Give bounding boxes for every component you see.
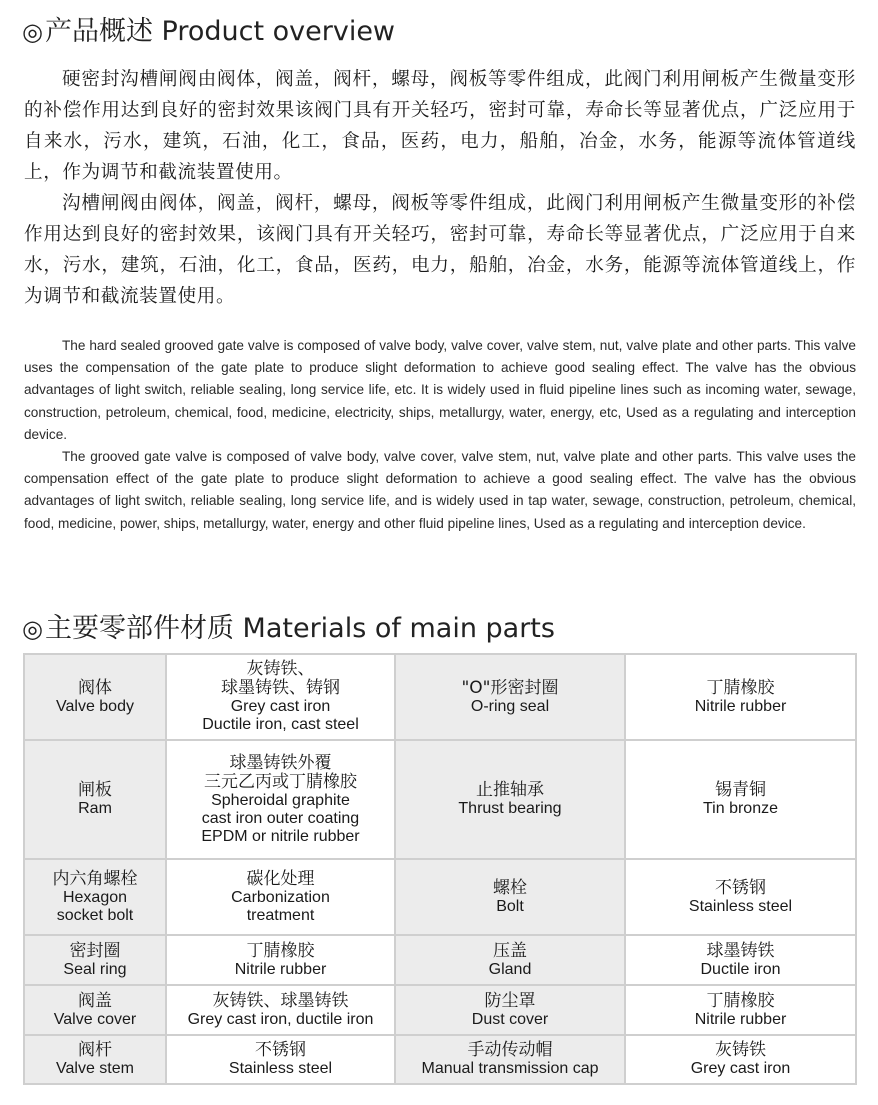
overview-en-paragraph-1: The hard sealed grooved gate valve is composed of valve body, valve cover, valve stem, nut, valve plate and other parts. This valve uses the compensation of the gate plate to produce slight deformation to achieve good sealing effect. The valve has the obvious advantages of light switch, reliable sealing, long service life, etc. It is widely used in fluid pipeline lines such as incoming water, sewage, construction, petroleum, chemical, food, medicine, electricity, ships, metallurgy, water, energy, etc, Used as a regulating and interception device.	[24, 338, 856, 442]
material-en: Nitrile rubber	[694, 1010, 787, 1028]
overview-cn-paragraph-2: 沟槽闸阀由阀体，阀盖，阀杆，螺母，阀板等零件组成，此阀门利用闸板产生微量变形的补偿作用达到良好的密封效果，该阀门具有开关轻巧，密封可靠，寿命长等显著优点，广泛应用于自来水，污水，建筑，石油，化工，食品，医药，电力，船舶，冶金，水务，能源等流体管道线上，作为调节和截流装置使用。	[24, 193, 856, 307]
material-zh: 丁腈橡胶	[706, 677, 775, 698]
part-name-zh: 防尘罩	[484, 990, 536, 1011]
material-zh: 灰铸铁、 球墨铸铁、铸钢	[221, 659, 340, 698]
material-cell	[625, 654, 856, 740]
material-zh: 不锈钢	[715, 877, 766, 898]
material-en: Grey cast iron Ductile iron, cast steel	[202, 698, 359, 733]
part-name-en: O-ring seal	[470, 697, 550, 715]
table-row	[24, 985, 856, 1035]
part-name-en: Valve body	[56, 697, 134, 715]
part-name-zh: 阀杆	[78, 1040, 112, 1060]
material-en: Grey cast iron, ductile iron	[187, 1010, 374, 1028]
part-name-zh: 阀体	[78, 677, 112, 698]
material-en: Spheroidal graphite cast iron outer coating EPDM or nitrile rubber	[201, 791, 360, 845]
material-zh: 锡青铜	[715, 780, 766, 800]
part-cell	[24, 654, 166, 740]
material-zh: 不锈钢	[255, 1040, 306, 1060]
material-en: Ductile iron	[700, 960, 781, 978]
table-row	[24, 935, 856, 985]
part-cell	[395, 740, 625, 859]
part-name-zh: 内六角螺栓	[52, 868, 138, 889]
part-name-en: Thrust bearing	[458, 800, 562, 817]
materials-table	[23, 653, 857, 1085]
material-cell	[625, 985, 856, 1035]
part-cell	[395, 859, 625, 935]
material-en: Stainless steel	[228, 1060, 333, 1077]
material-zh: 灰铸铁	[715, 1040, 766, 1060]
part-cell	[24, 935, 166, 985]
material-en: Stainless steel	[688, 897, 793, 915]
part-name-en: Valve stem	[56, 1060, 134, 1077]
table-row	[24, 859, 856, 935]
material-cell	[166, 1035, 395, 1084]
part-name-zh: 闸板	[78, 780, 112, 800]
overview-title-text: 产品概述 Product overview	[44, 16, 396, 47]
material-cell	[166, 654, 395, 740]
part-name-zh: 手动传动帽	[467, 1040, 553, 1060]
part-name-en: Valve cover	[53, 1010, 137, 1028]
part-name-zh: 密封圈	[69, 940, 121, 961]
materials-title	[22, 612, 555, 646]
part-cell	[395, 654, 625, 740]
material-zh: 丁腈橡胶	[246, 940, 315, 961]
part-name-zh: 止推轴承	[476, 780, 544, 800]
material-cell	[166, 859, 395, 935]
overview-cn-paragraph-1: 硬密封沟槽闸阀由阀体，阀盖，阀杆，螺母，阀板等零件组成，此阀门利用闸板产生微量变形的补偿作用达到良好的密封效果该阀门具有开关轻巧，密封可靠，寿命长等显著优点，广泛应用于自来水，污水，建筑，石油，化工，食品，医药，电力，船舶，冶金，水务，能源等流体管道线上，作为调节和截流装置使用。	[24, 69, 856, 183]
material-cell	[625, 935, 856, 985]
material-cell	[625, 859, 856, 935]
table-row	[24, 740, 856, 859]
part-cell	[24, 1035, 166, 1084]
part-cell	[395, 985, 625, 1035]
circle-marker-icon: ◎	[22, 18, 43, 46]
material-cell	[625, 1035, 856, 1084]
part-cell	[24, 985, 166, 1035]
material-en: Nitrile rubber	[694, 697, 787, 715]
part-cell	[395, 1035, 625, 1084]
part-name-zh: 压盖	[493, 940, 527, 961]
part-name-en: Ram	[78, 800, 112, 817]
material-en: Carbonization treatment	[231, 888, 330, 924]
material-en: Tin bronze	[703, 800, 778, 817]
part-name-en: Seal ring	[63, 960, 127, 978]
material-zh: 球墨铸铁外覆 三元乙丙或丁腈橡胶	[204, 752, 357, 792]
material-zh: 丁腈橡胶	[706, 990, 775, 1011]
part-name-en: Hexagon socket bolt	[56, 888, 134, 924]
part-name-en: Bolt	[496, 897, 524, 915]
table-row	[24, 654, 856, 740]
part-name-en: Dust cover	[471, 1010, 549, 1028]
material-zh: 灰铸铁、球墨铸铁	[212, 990, 349, 1011]
material-cell	[166, 740, 395, 859]
material-zh: 球墨铸铁	[706, 940, 775, 961]
material-cell	[166, 985, 395, 1035]
material-en: Nitrile rubber	[234, 960, 327, 978]
table-row	[24, 1035, 856, 1084]
material-zh: 碳化处理	[246, 868, 315, 889]
part-cell	[395, 935, 625, 985]
part-name-en: Gland	[488, 960, 532, 978]
part-name-zh: "O"形密封圈	[461, 677, 559, 698]
material-cell	[166, 935, 395, 985]
part-name-en: Manual transmission cap	[421, 1060, 599, 1077]
circle-marker-icon: ◎	[22, 615, 43, 643]
part-cell	[24, 740, 166, 859]
overview-en-paragraph-2: The grooved gate valve is composed of valve body, valve cover, valve stem, nut, valve plate and other parts. This valve uses the compensation effect of the gate plate to produce slight deformation to achieve a good sealing effect. The valve has the obvious advantages of light switch, reliable sealing, long service life, and is widely used in tap water, sewage, construction, petroleum, chemical, food, medicine, power, ships, metallurgy, water, energy and other fluid pipeline lines, Used as a regulating and interception device.	[24, 449, 856, 531]
part-name-zh: 螺栓	[493, 877, 527, 898]
overview-title	[22, 15, 395, 49]
part-name-zh: 阀盖	[78, 990, 112, 1011]
materials-title-text: 主要零部件材质 Materials of main parts	[44, 613, 555, 644]
material-en: Grey cast iron	[690, 1060, 791, 1077]
part-cell	[24, 859, 166, 935]
material-cell	[625, 740, 856, 859]
